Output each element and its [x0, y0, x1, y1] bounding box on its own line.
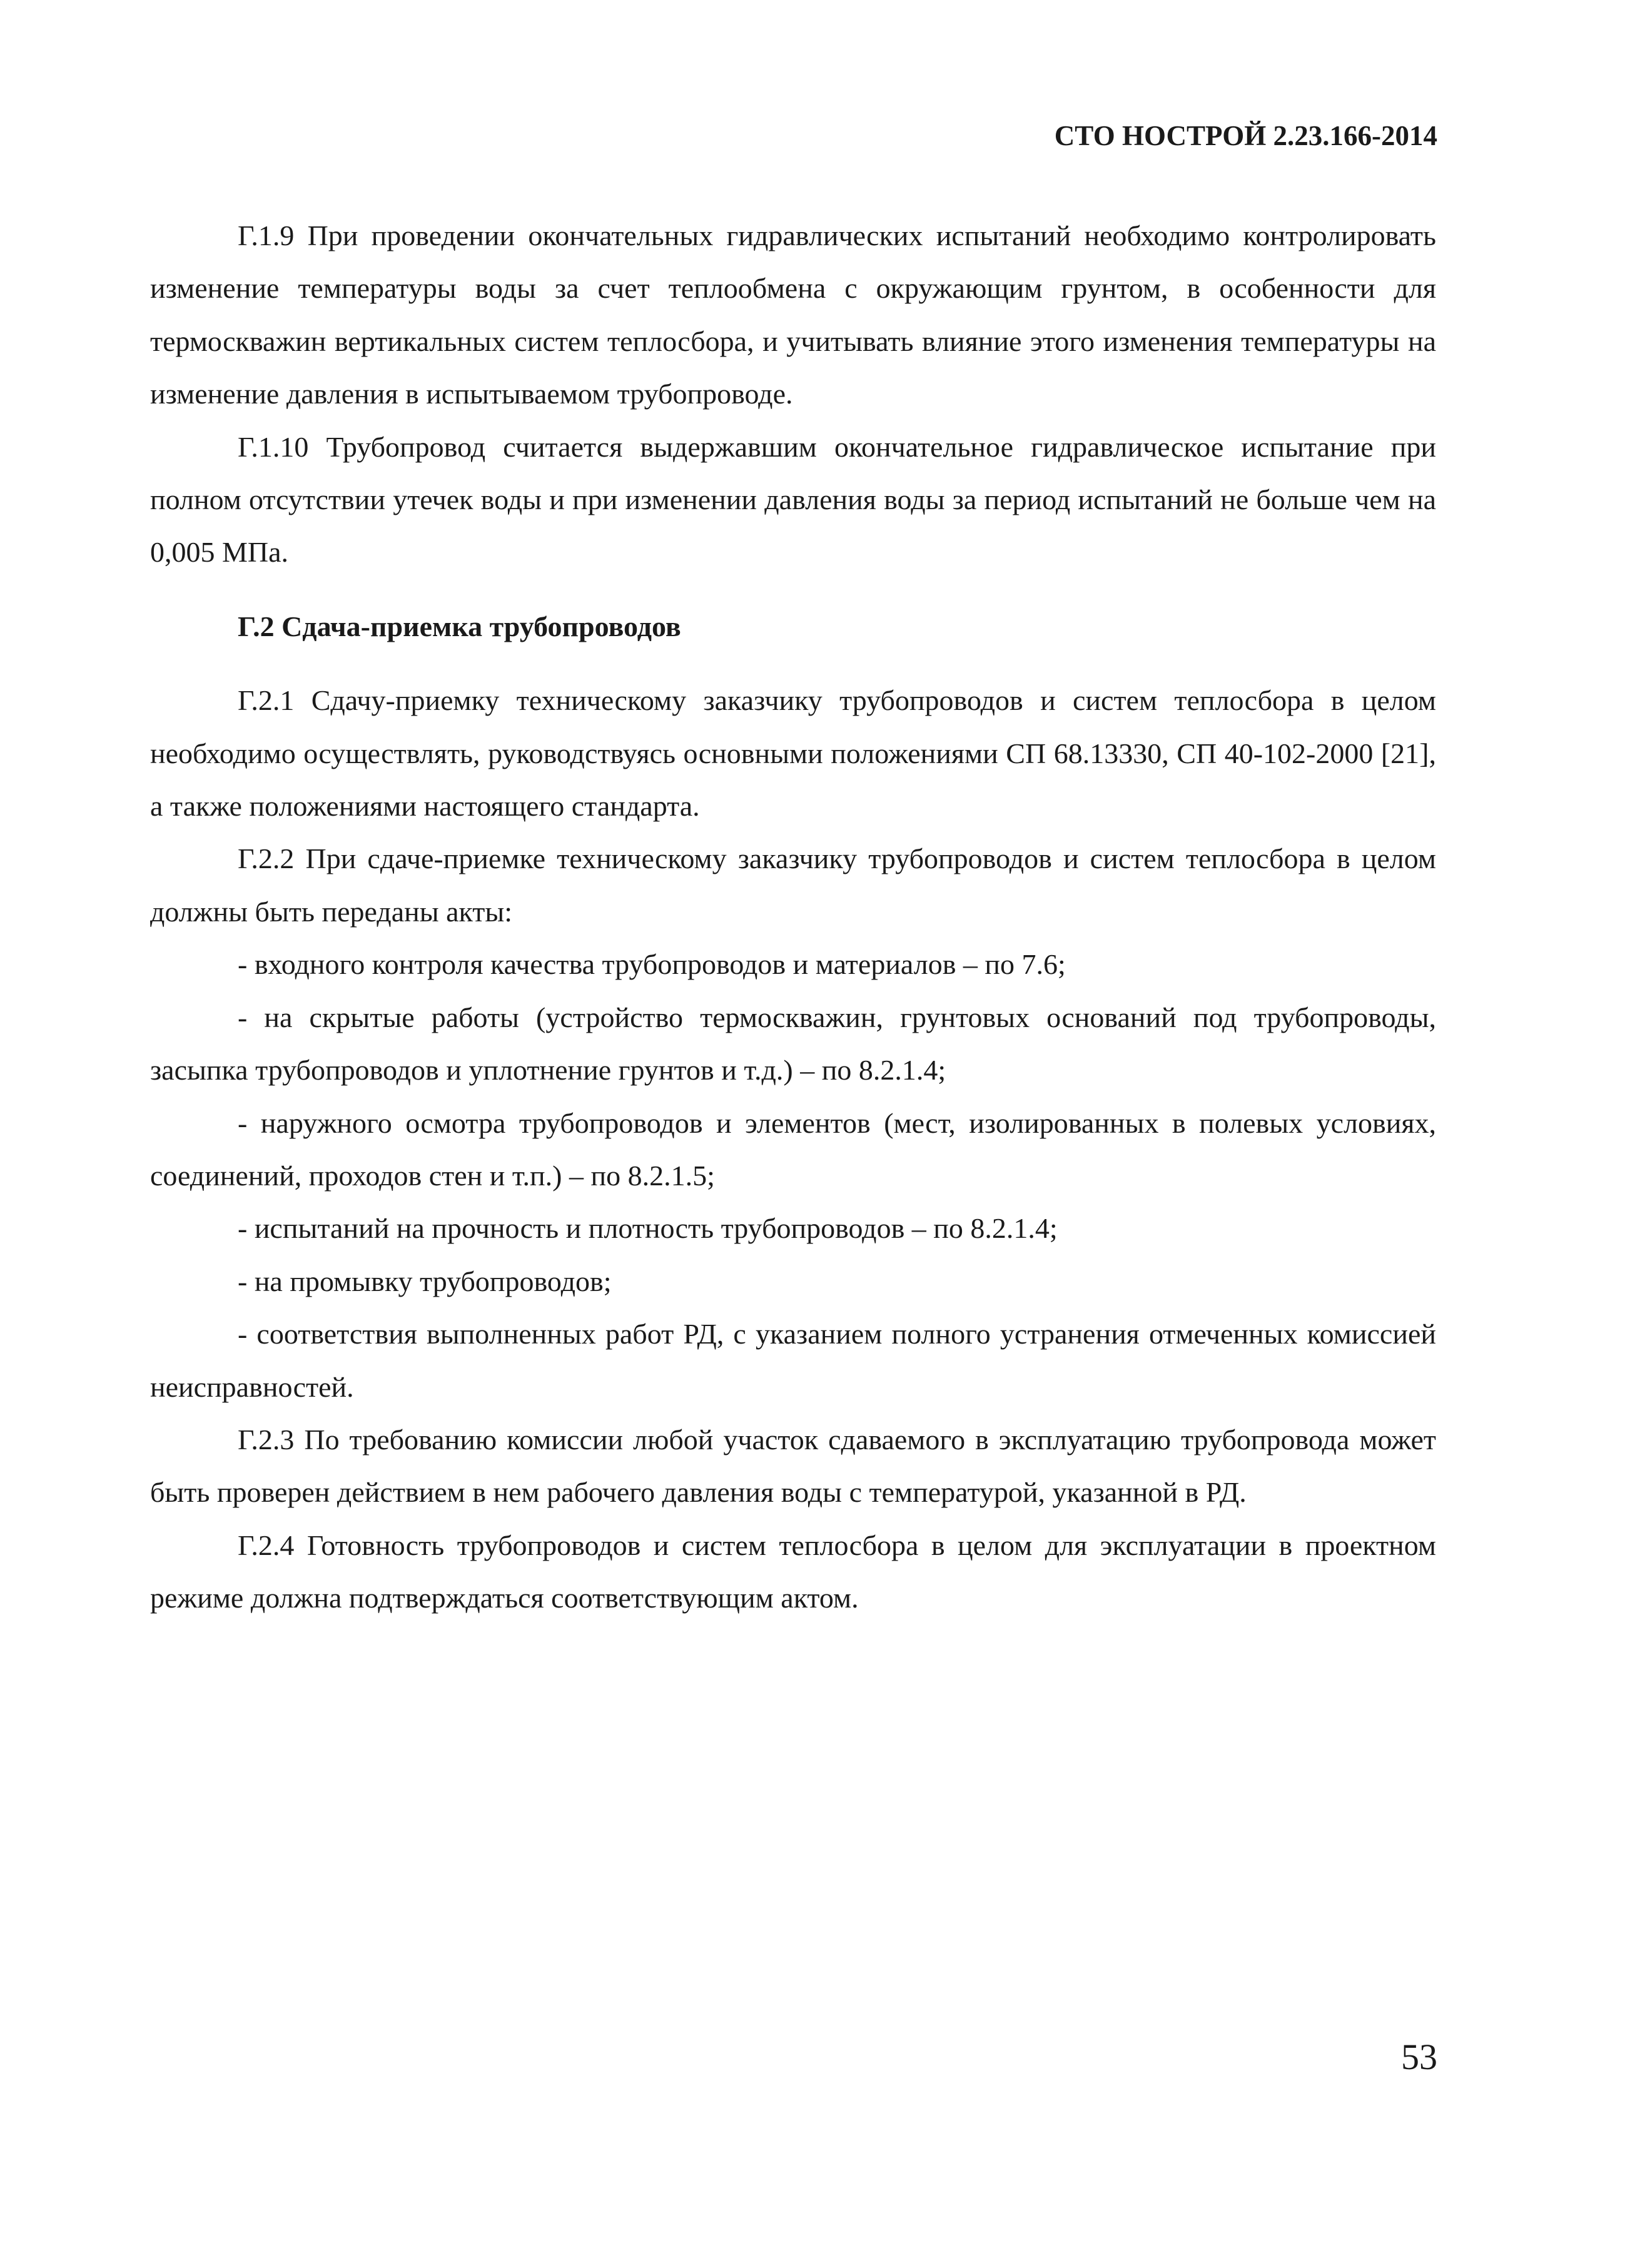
paragraph-g-1-10: Г.1.10 Трубопровод считается выдержавшим окончательное гидравлическое испытание при полном отсутствии утечек воды и при изменении давления воды за период испытаний не больше чем на 0,005 МПа. [150, 430, 1436, 569]
paragraph-g-2-4: Г.2.4 Готовность трубопроводов и систем теплосбора в целом для эксплуатации в проектном режиме должна подтверждаться соответствующим актом. [150, 1529, 1436, 1614]
paragraph-g-2-2: Г.2.2 При сдаче-приемке техническому заказчику трубопроводов и систем теплосбора в целом должны быть переданы акты: [150, 843, 1436, 928]
document-body [150, 210, 1436, 1625]
section-heading-g-2: Г.2 Сдача-приемка трубопроводов [238, 610, 681, 642]
page-number: 53 [1401, 2037, 1437, 2077]
list-item: - на скрытые работы (устройство термоскважин, грунтовых оснований под трубопроводы, засыпка трубопроводов и уплотнение грунтов и т.д.) – по 8.2.1.4; [150, 1001, 1436, 1086]
document-code-header: СТО НОСТРОЙ 2.23.166-2014 [1054, 120, 1437, 151]
list-item: - соответствия выполненных работ РД, с указанием полного устранения отмеченных комиссией неисправностей. [150, 1318, 1436, 1403]
list-item: - испытаний на прочность и плотность трубопроводов – по 8.2.1.4; [238, 1212, 1058, 1245]
paragraph-g-1-9: Г.1.9 При проведении окончательных гидравлических испытаний необходимо контролировать изменение температуры воды за счет теплообмена с окружающим грунтом, в особенности для термоскважин вертикальных систем теплосбора, и учитывать влияние этого изменения температуры на изменение давления в испытываемом трубопроводе. [150, 220, 1436, 410]
paragraph-g-2-3: Г.2.3 По требованию комиссии любой участок сдаваемого в эксплуатацию трубопровода может быть проверен действием в нем рабочего давления воды с температурой, указанной в РД. [150, 1423, 1436, 1509]
paragraph-g-2-1: Г.2.1 Сдачу-приемку техническому заказчику трубопроводов и систем теплосбора в целом необходимо осуществлять, руководствуясь основными положениями СП 68.13330, СП 40-102-2000 [21], а также положениями настоящего стандарта. [150, 684, 1436, 823]
list-item: - входного контроля качества трубопроводов и материалов – по 7.6; [238, 948, 1066, 981]
list-item: - на промывку трубопроводов; [238, 1265, 612, 1297]
list-item: - наружного осмотра трубопроводов и элементов (мест, изолированных в полевых условиях, соединений, проходов стен и т.п.) – по 8.2.1.5; [150, 1106, 1436, 1192]
